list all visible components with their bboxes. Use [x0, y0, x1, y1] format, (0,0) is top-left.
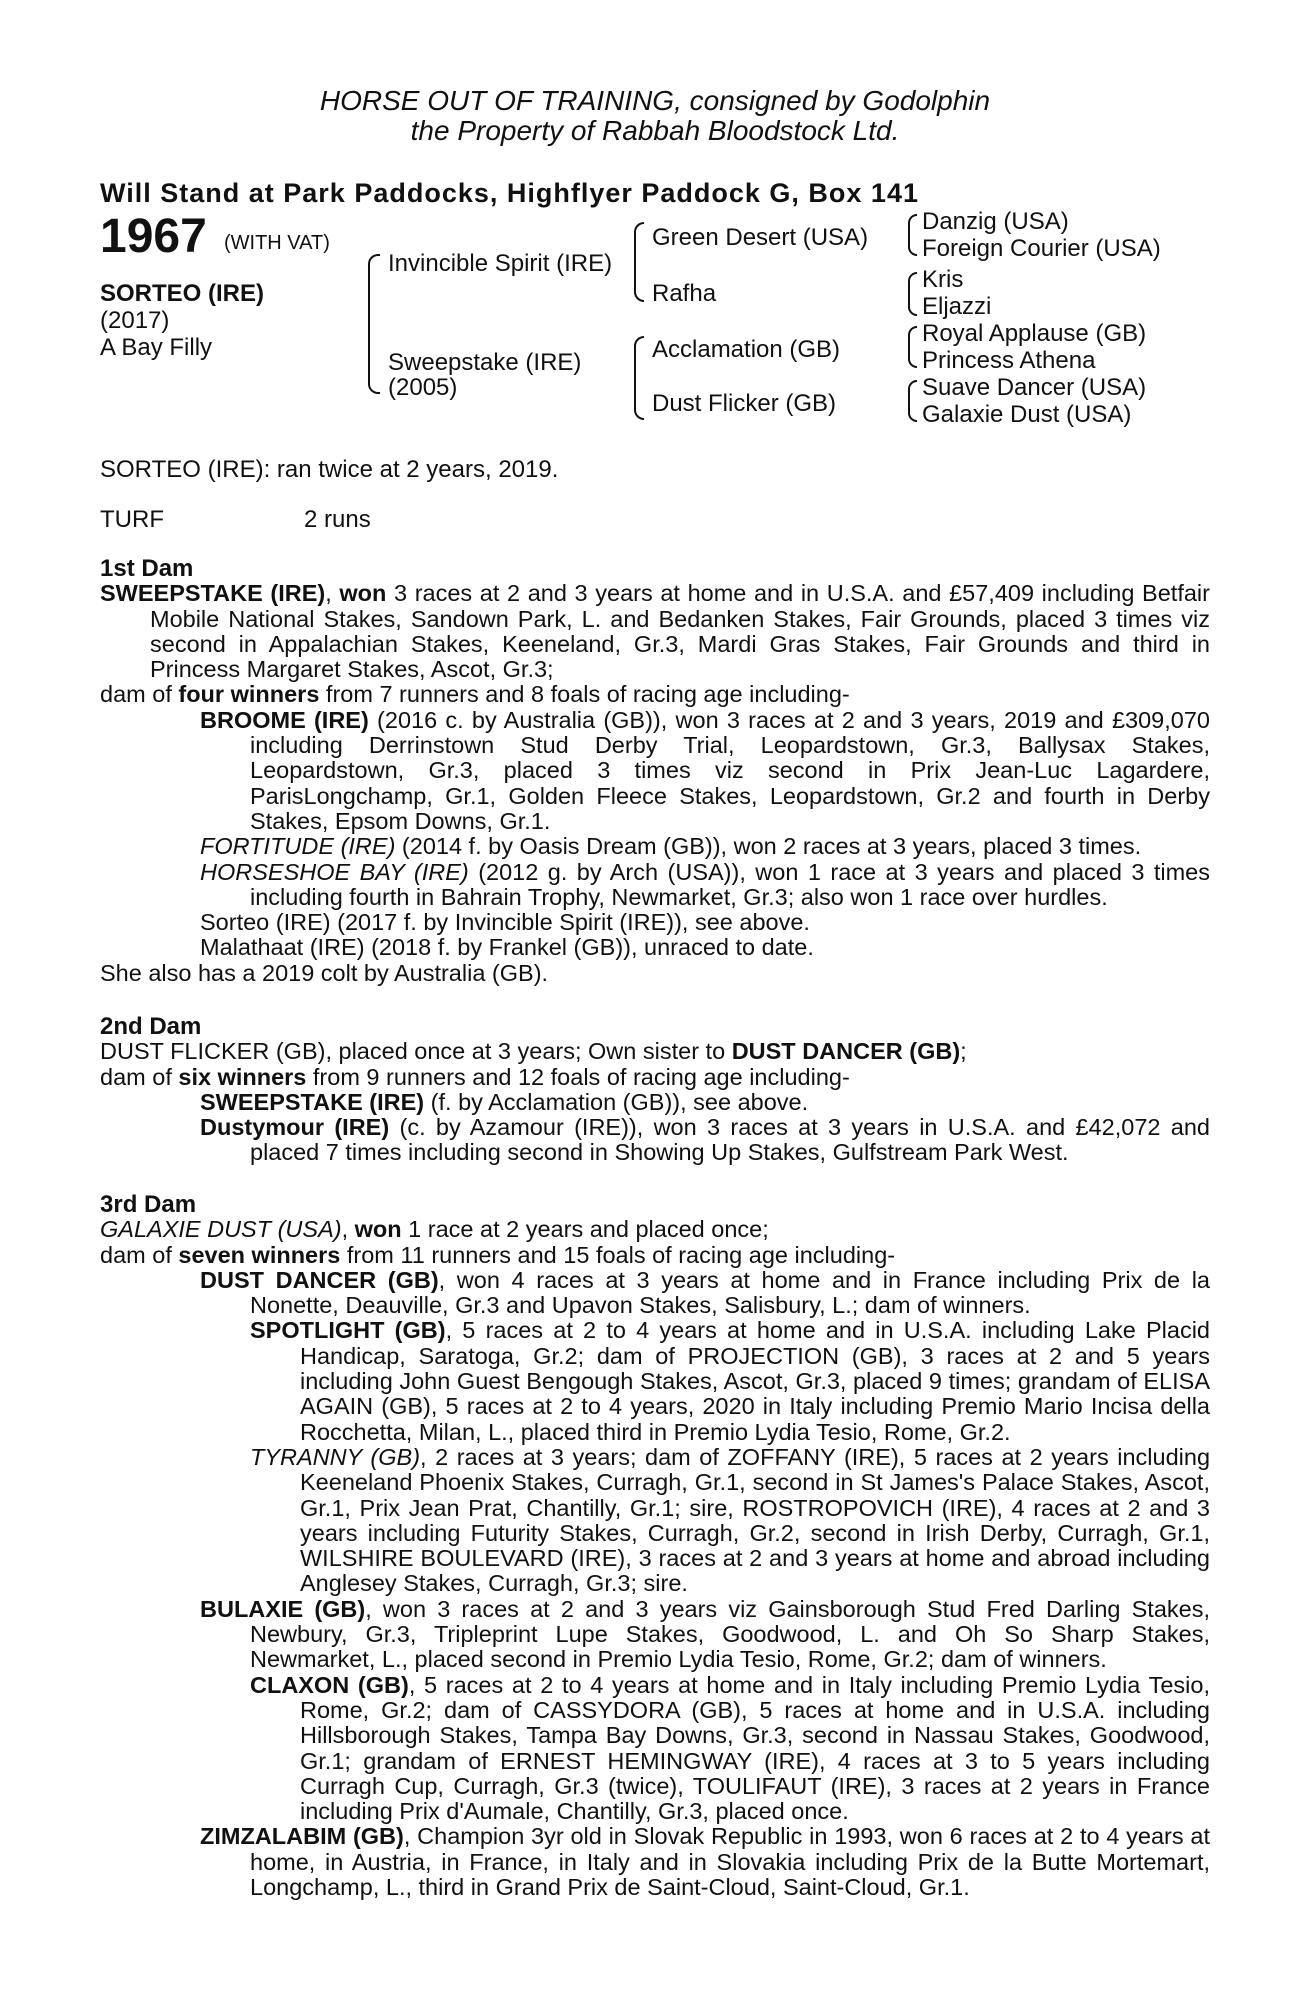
- produce-text: , Champion 3yr old in Slovak Republic in 1993, won 6 races at 2 to 4 years at home, in Austria, in France, in Italy and in Slovakia including Prix de la Butte Mortemart, Longchamp, L., third in Grand Prix de Saint-Cloud, Saint-Cloud, Gr.1.: [250, 1823, 1210, 1901]
- pedigree-bracket-g3: [908, 326, 917, 368]
- produce-text: , won 4 races at 3 years at home and in France including Prix de la Nonette, Deauville, Gr.3 and Upavon Stakes, Salisbury, L.; dam of winners.: [250, 1266, 1210, 1319]
- produce-name: HORSESHOE BAY (IRE): [200, 858, 469, 885]
- produce-text: (2012 g. by Arch (USA)), won 1 race at 3 years and placed 3 times including fourth in Bahrain Trophy, Newmarket, Gr.3; also won 1 race over hurdles.: [250, 858, 1211, 910]
- pedigree-bracket-main: [368, 254, 380, 394]
- first-dam-produce-4: Sorteo (IRE) (2017 f. by Invincible Spirit (IRE)), see above.: [200, 909, 810, 936]
- second-dam-winners-count: six winners: [178, 1063, 307, 1090]
- third-dam-of-suffix: from 11 runners and 15 foals of racing age including-: [340, 1241, 896, 1268]
- first-dam-produce-2: [100, 834, 1210, 859]
- first-dam-heading: 1st Dam: [100, 555, 194, 582]
- horse-year: (2017): [100, 307, 170, 334]
- first-dam-produce-1: [100, 708, 1210, 834]
- pedigree-g5: Royal Applause (GB): [922, 320, 1147, 347]
- produce-text: , won 3 races at 2 and 3 years viz Gainsborough Stud Fred Darling Stakes, Newbury, Gr.3, Tripleprint Lupe Stakes, Goodwood, L. and Oh So Sharp Stakes, Newmarket, L., placed second in Premio Lydia Tesio, Rome, Gr.2; dam of winners.: [250, 1595, 1210, 1673]
- pedigree-bracket-dam: [634, 336, 644, 420]
- produce-text: , 5 races at 2 to 4 years at home and in Italy including Premio Lydia Tesio, Rome, Gr.2; dam of CASSYDORA (GB), 5 races at home and in U.S.A. including Hillsborough Stakes, Tampa Bay Downs, Gr.3, second in Nassau Stakes, Goodwood, Gr.1; grandam of ERNEST HEMINGWAY (IRE), 4 races at 3 to 5 years including Curragh Cup, Curragh, Gr.3 (twice), TOULIFAUT (IRE), 3 races at 2 years in France including Prix d'Aumale, Chantilly, Gr.3, placed once.: [300, 1671, 1211, 1825]
- pedigree-g8: Galaxie Dust (USA): [922, 401, 1132, 428]
- produce-text: (2016 c. by Australia (GB)), won 3 races at 2 and 3 years, 2019 and £309,070 including Derrinstown Stud Derby Trial, Leopardstown, Gr.3, Ballysax Stakes, Leopardstown, Gr.3, placed 3 times viz second in Prix Jean-Luc Lagardere, ParisLongchamp, Gr.1, Golden Fleece Stakes, Leopardstown, Gr.2 and fourth in Derby Stakes, Epsom Downs, Gr.1.: [250, 706, 1210, 834]
- third-dam-produce-line: [100, 1243, 1210, 1268]
- produce-text: , 5 races at 2 to 4 years at home and in U.S.A. including Lake Placid Handicap, Saratoga, Gr.2; dam of PROJECTION (GB), 3 races at 2 and 5 years including John Guest Bengough Stakes, Ascot, Gr.3, placed 9 times; grandam of ELISA AGAIN (GB), 5 races at 2 to 4 years, 2020 in Italy including Premio Mario Incisa della Rocchetta, Milan, L., placed third in Premio Lydia Tesio, Rome, Gr.2.: [300, 1317, 1210, 1445]
- third-dam-section: [100, 1192, 1210, 1900]
- pedigree-dam-year: (2005): [388, 374, 458, 401]
- second-dam-produce-line: [100, 1065, 1210, 1090]
- third-dam-record: GALAXIE DUST (USA), won 1 race at 2 years and placed once;: [100, 1216, 769, 1243]
- second-dam-punct: ;: [960, 1038, 967, 1065]
- second-dam-heading: 2nd Dam: [100, 1013, 202, 1040]
- first-dam-record: SWEEPSTAKE (IRE), won 3 races at 2 and 3 years at home and in U.S.A. and £57,409 including Betfair Mobile National Stakes, Sandown Park, L. and Bedanken Stakes, Fair Grounds, placed 3 times viz second in Appalachian Stakes, Keeneland, Gr.3, Mardi Gras Stakes, Fair Grounds and third in Princess Margaret Stakes, Ascot, Gr.3;: [100, 580, 1210, 683]
- produce-name: BULAXIE (GB): [200, 1595, 366, 1622]
- produce-text: , 2 races at 3 years; dam of ZOFFANY (IRE), 5 races at 2 years including Keeneland Phoenix Stakes, Curragh, Gr.1, second in St James's Palace Stakes, Ascot, Gr.1, Prix Jean Prat, Chantilly, Gr.1; sire, ROSTROPOVICH (IRE), 4 races at 2 and 3 years including Futurity Stakes, Curragh, Gr.2, second in Irish Derby, Curragh, Gr.1, WILSHIRE BOULEVARD (IRE), 3 races at 2 and 3 years at home and abroad including Anglesey Stakes, Curragh, Gr.3; sire.: [300, 1443, 1211, 1597]
- first-dam-won: won: [339, 580, 387, 607]
- pedigree-g3: Kris: [922, 266, 964, 293]
- second-dam-produce-1: [100, 1090, 1210, 1115]
- first-dam-text: 3 races at 2 and 3 years at home and in U.S.A. and £57,409 including Betfair Mobile National Stakes, Sandown Park, L. and Bedanken Stakes, Fair Grounds, placed 3 times viz second in Appalachian Stakes, Keeneland, Gr.3, Mardi Gras Stakes, Fair Grounds and third in Princess Margaret Stakes, Ascot, Gr.3;: [150, 580, 1210, 683]
- pedigree-g2: Foreign Courier (USA): [922, 235, 1161, 262]
- produce-name: SWEEPSTAKE (IRE): [200, 1088, 425, 1115]
- produce-name: BROOME (IRE): [200, 706, 369, 733]
- third-dam-winners-count: seven winners: [178, 1241, 341, 1268]
- produce-name: ZIMZALABIM (GB): [200, 1823, 404, 1850]
- pedigree-g4: Eljazzi: [922, 293, 992, 320]
- pedigree-dam-dam: Dust Flicker (GB): [652, 390, 837, 417]
- pedigree-g6: Princess Athena: [922, 347, 1096, 374]
- third-dam-heading: 3rd Dam: [100, 1191, 197, 1218]
- third-dam-grandproduce-1: [100, 1318, 1210, 1444]
- turf-value: 2 runs: [304, 506, 371, 533]
- second-dam-record: [100, 1039, 1210, 1064]
- second-dam-produce-2: [100, 1115, 1210, 1166]
- produce-text: (f. by Acclamation (GB)), see above.: [424, 1088, 809, 1115]
- consignor-line: HORSE OUT OF TRAINING, consigned by Godolphin: [319, 85, 991, 116]
- pedigree-dam-sire: Acclamation (GB): [652, 336, 841, 363]
- first-dam-produce-3: [100, 860, 1210, 911]
- pedigree-bracket-g1: [908, 214, 917, 256]
- second-dam-of-suffix: from 9 runners and 12 foals of racing age including-: [306, 1063, 850, 1090]
- second-dam-sister: DUST DANCER (GB): [731, 1038, 961, 1065]
- produce-name: SPOTLIGHT (GB): [250, 1317, 446, 1344]
- third-dam-won: won: [354, 1216, 402, 1243]
- horse-name: SORTEO (IRE): [100, 280, 265, 307]
- produce-text: (2014 f. by Oasis Dream (GB)), won 2 races at 3 years, placed 3 times.: [395, 833, 1142, 860]
- pedigree-g7: Suave Dancer (USA): [922, 374, 1147, 401]
- second-dam-text: DUST FLICKER (GB), placed once at 3 years; Own sister to: [100, 1038, 732, 1065]
- pedigree-bracket-sire: [634, 222, 644, 302]
- pedigree-g1: Danzig (USA): [922, 208, 1069, 235]
- pedigree-sire: Invincible Spirit (IRE): [388, 250, 613, 277]
- third-dam-text: 1 race at 2 years and placed once;: [401, 1216, 769, 1243]
- first-dam-foal-note: She also has a 2019 colt by Australia (GB).: [100, 959, 549, 986]
- third-dam-produce-1: [100, 1268, 1210, 1319]
- first-dam-of-suffix: from 7 runners and 8 foals of racing age including-: [319, 681, 850, 708]
- third-dam-grandproduce-2: [100, 1445, 1210, 1597]
- race-summary: SORTEO (IRE): ran twice at 2 years, 2019.: [100, 456, 559, 483]
- pedigree-bracket-g2: [908, 272, 917, 316]
- third-dam-of-prefix: dam of: [100, 1241, 179, 1268]
- produce-name: CLAXON (GB): [250, 1671, 409, 1698]
- third-dam-grandproduce-3: [100, 1673, 1210, 1825]
- first-dam-name: SWEEPSTAKE (IRE): [100, 580, 326, 607]
- lot-number: 1967: [100, 210, 207, 263]
- third-dam-name: GALAXIE DUST (USA): [100, 1216, 342, 1243]
- produce-name: DUST DANCER (GB): [200, 1266, 439, 1293]
- property-line: the Property of Rabbah Bloodstock Ltd.: [410, 115, 900, 146]
- produce-name: FORTITUDE (IRE): [200, 833, 396, 860]
- horse-description: A Bay Filly: [100, 334, 213, 361]
- first-dam-section: [100, 556, 1210, 986]
- pedigree-dam: Sweepstake (IRE): [388, 349, 582, 376]
- turf-label: TURF: [100, 506, 164, 533]
- vat-note: (WITH VAT): [224, 232, 330, 254]
- second-dam-section: [100, 1014, 1210, 1166]
- first-dam-produce-5: Malathaat (IRE) (2018 f. by Frankel (GB)), unraced to date.: [200, 934, 814, 961]
- third-dam-produce-2: [100, 1597, 1210, 1673]
- pedigree-sire-dam: Rafha: [652, 280, 717, 307]
- produce-name: TYRANNY (GB): [250, 1443, 421, 1470]
- third-dam-produce-3: [100, 1824, 1210, 1900]
- produce-text: (c. by Azamour (IRE)), won 3 races at 3 years in U.S.A. and £42,072 and placed 7 times including second in Showing Up Stakes, Gulfstream Park West.: [250, 1114, 1210, 1166]
- produce-name: Dustymour (IRE): [200, 1114, 390, 1141]
- second-dam-of-prefix: dam of: [100, 1063, 179, 1090]
- first-dam-produce-line: [100, 682, 1210, 707]
- pedigree-bracket-g4: [908, 380, 917, 422]
- first-dam-winners-count: four winners: [178, 681, 320, 708]
- pedigree-sire-sire: Green Desert (USA): [652, 224, 869, 251]
- stand-location: Will Stand at Park Paddocks, Highflyer Paddock G, Box 141: [100, 178, 919, 208]
- first-dam-of-prefix: dam of: [100, 681, 179, 708]
